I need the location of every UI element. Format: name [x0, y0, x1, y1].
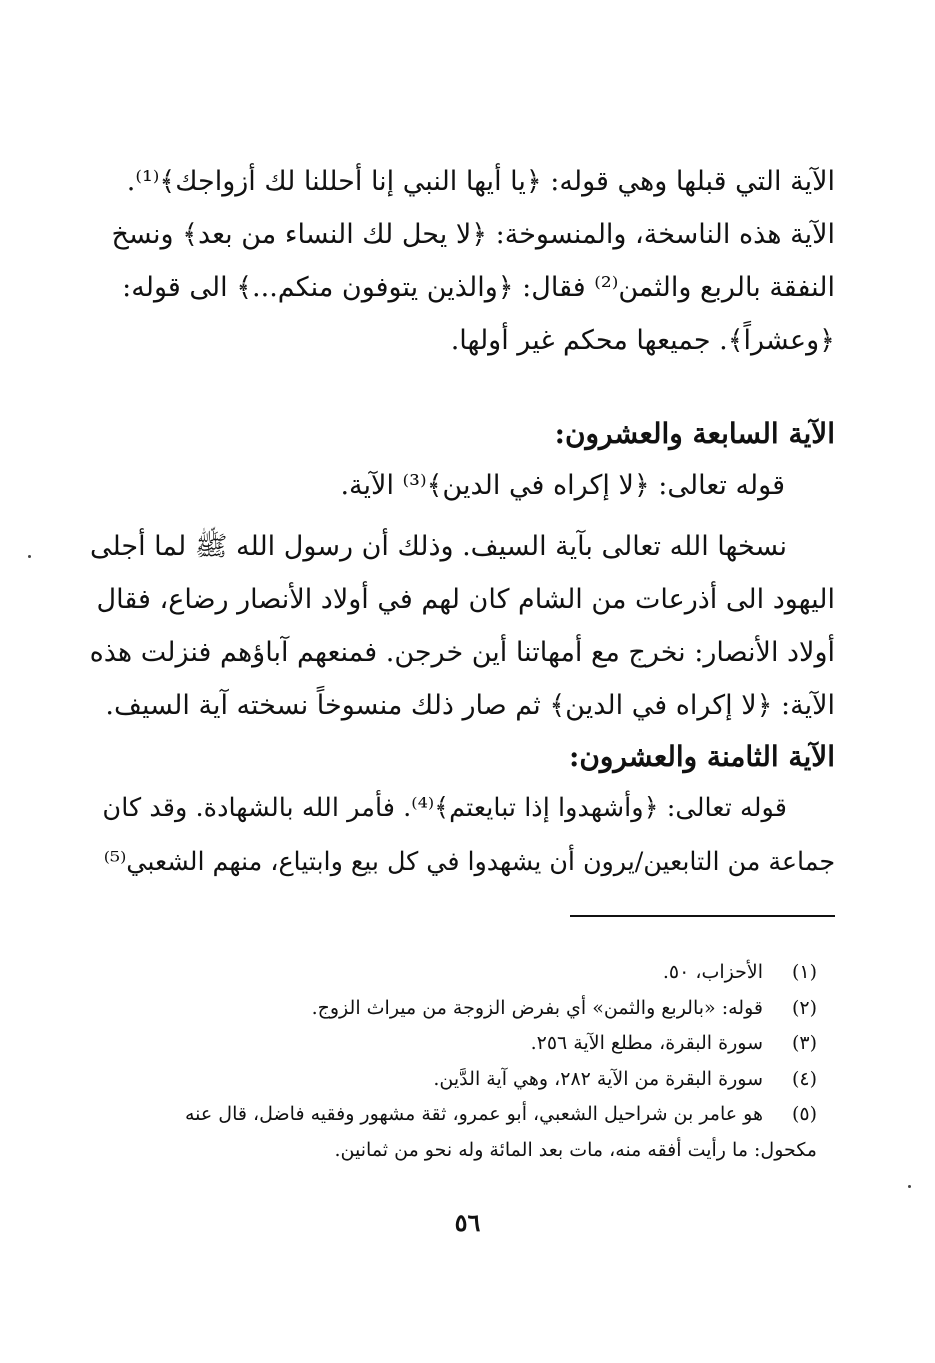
text-line: الآية: ﴿لا إكراه في الدين﴾ ثم صار ذلك منسوخاً نسخته آية السيف.: [105, 690, 835, 721]
section-27-body: [88, 520, 835, 732]
text-line: جماعة من التابعين/يرون أن يشهدوا في كل بيع وابتياع، منهم الشعبي⁽⁵⁾: [103, 847, 835, 876]
text-line: قوله تعالى: ﴿لا إكراه في الدين﴾⁽³⁾ الآية.: [340, 470, 785, 501]
footnote-text: سورة البقرة من الآية ٢٨٢، وهي آية الدَّين.: [433, 1067, 763, 1090]
text-line: الآية التي قبلها وهي قوله: ﴿يا أيها النبي إنا أحللنا لك أزواجك﴾⁽¹⁾.: [126, 166, 835, 197]
text-line: ﴿وعشراً﴾. جميعها محكم غير أولها.: [450, 325, 835, 356]
footnote-1: [87, 955, 817, 991]
footnote-text: سورة البقرة، مطلع الآية ٢٥٦.: [530, 1032, 763, 1054]
footnote-number: (٥): [791, 1103, 817, 1125]
footnote-number: (٤): [791, 1067, 817, 1090]
footnote-3: [87, 1026, 817, 1062]
verse-citation-27: [88, 459, 835, 512]
footnote-number: (١): [791, 961, 817, 983]
footnote-divider: [570, 915, 835, 917]
text-line: نسخها الله تعالى بآية السيف. وذلك أن رسول الله ﷺ لما أجلى: [89, 531, 787, 562]
scan-speck: [28, 555, 31, 558]
text-line: النفقة بالربع والثمن⁽²⁾ فقال: ﴿والذين يتوفون منكم...﴾ الى قوله:: [122, 272, 835, 303]
section-heading-27: الآية السابعة والعشرون:: [554, 417, 835, 450]
footnote-text: الأحزاب، ٥٠.: [662, 961, 763, 983]
footnote-5: [87, 1097, 817, 1168]
footnote-text: قوله: «بالربع والثمن» أي بفرض الزوجة من ميراث الزوج.: [311, 996, 763, 1019]
section-28-body: [88, 782, 835, 888]
scan-speck: [908, 1185, 911, 1188]
footnote-text: مكحول: ما رأيت أفقه منه، مات بعد المائة وله نحو من ثمانين.: [334, 1138, 817, 1161]
footnote-4: [87, 1062, 817, 1098]
footnote-number: (٣): [791, 1032, 817, 1054]
footnotes: [87, 955, 817, 1168]
footnote-2: [87, 991, 817, 1027]
text-line: قوله تعالى: ﴿وأشهدوا إذا تبايعتم﴾⁽⁴⁾. فأمر الله بالشهادة. وقد كان: [102, 793, 787, 823]
text-line: الآية هذه الناسخة، والمنسوخة: ﴿لا يحل لك النساء من بعد﴾ ونسخ: [111, 219, 835, 250]
footnote-text: هو عامر بن شراحيل الشعبي، أبو عمرو، ثقة مشهور وفقيه فاضل، قال عنه: [185, 1103, 763, 1125]
section-heading-28: الآية الثامنة والعشرون:: [569, 740, 835, 773]
text-line: أولاد الأنصار: نخرج مع أمهاتنا أين خرجن. فمنعهم آباؤهم فنزلت هذه: [89, 637, 835, 668]
intro-paragraph: [88, 155, 835, 367]
footnote-number: (٢): [791, 996, 817, 1019]
page-number: ٥٦: [454, 1208, 481, 1237]
text-line: اليهود الى أذرعات من الشام كان لهم في أولاد الأنصار رضاع، فقال: [96, 584, 835, 615]
